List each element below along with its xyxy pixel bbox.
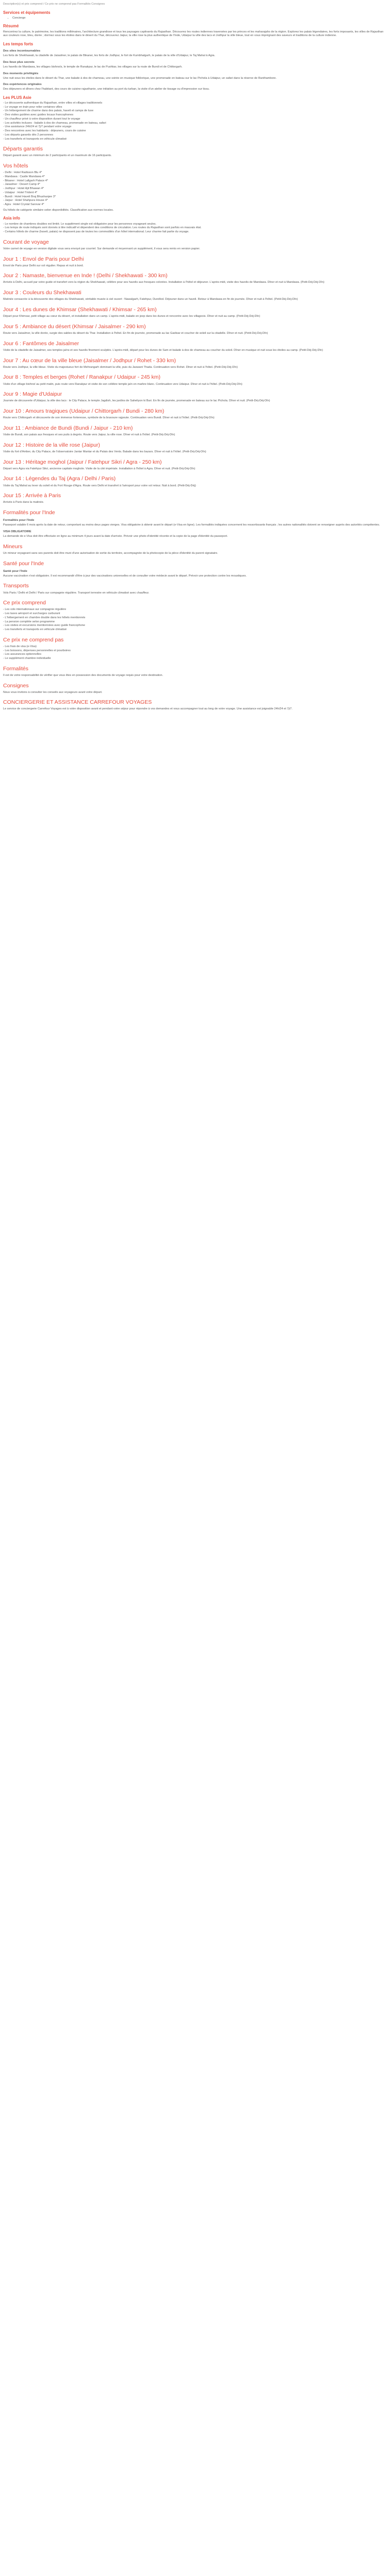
list-item: - Agra : Hotel Crystal Sarovar 4*	[3, 203, 388, 207]
list-item: - Le nombre de chambres doubles est limité. Le supplément single est obligatoire pour les personnes voyageant seules.	[3, 223, 388, 227]
sub-heading: Santé pour l'Inde	[3, 569, 27, 573]
day-title: Jour 9 : Magie d'Udaipur	[3, 391, 62, 398]
section-title: Transports	[3, 583, 29, 589]
transports-section	[3, 583, 388, 595]
section-title: CONCIERGERIE ET ASSISTANCE CARREFOUR VOYAGES	[3, 699, 152, 706]
paragraph: Départ garanti avec un minimum de 2 participants et un maximum de 16 participants.	[3, 154, 112, 158]
paragraph: Passeport valable 6 mois après la date de retour, comportant au moins deux pages vierges. Visa obligatoire à obtenir avant le départ (e-Visa en ligne). Les formalités indiquées concernent les ressortissants français ; les autres nationalités doivent se renseigner auprès des autorités compétentes.	[3, 523, 380, 527]
plus-list	[3, 101, 388, 141]
list-item: - Jaisalmer : Desert Camp 4*	[3, 183, 388, 187]
list-item: - Les vols internationaux sur compagnie régulière	[3, 608, 388, 612]
list-item: - Les transferts et transports en véhicule climatisé	[3, 138, 388, 142]
list-item: - Les boissons, dépenses personnelles et pourboires	[3, 649, 388, 653]
page	[0, 0, 391, 717]
prix-non-list	[3, 645, 388, 661]
list-item: - Les visites et excursions mentionnées avec guide francophone	[3, 624, 388, 628]
list-item: - Un hébergement de charme dans des palais, haveli et camps de luxe	[3, 109, 388, 113]
paragraph: Les havelis de Mandawa, les villages bishnoïs, le temple de Ranakpur, le lac de Pushkar, les villages sur la route de Bundi et de Chittorgarh.	[3, 65, 183, 69]
list-item: - Le découverte authentique du Rajasthan, entre villes et villages traditionnels	[3, 101, 388, 106]
day-title: Jour 1 : Envol de Paris pour Delhi	[3, 256, 84, 262]
list-item: - Le voyage en train pour relier certaines villes	[3, 106, 388, 110]
conciergerie-section	[3, 699, 388, 711]
section-title: Formalités	[3, 665, 29, 672]
day-text: Journée de découverte d'Udaipur, la ville des lacs : le City Palace, le temple Jagdish, les jardins de Saheliyon ki Bari. En fin de journée, promenade en bateau sur le lac Pichola. Dîner et nuit. (Petit-Déj-Déj-Dîn)	[3, 399, 270, 403]
section-title: Services et équipements	[3, 10, 51, 15]
day-title: Jour 12 : Histoire de la ville rose (Jaipur)	[3, 442, 100, 448]
list-item: - Les assurances optionnelles	[3, 653, 388, 657]
list-item: - Udaipur : Hotel Trident 4*	[3, 191, 388, 195]
day-title: Jour 5 : Ambiance du désert (Khimsar / Jaisalmer - 290 km)	[3, 323, 146, 330]
list-item: - Le supplément chambre individuelle	[3, 657, 388, 661]
mineurs-section	[3, 544, 388, 556]
paragraph: La demande de e-Visa doit être effectuée en ligne au minimum 4 jours avant la date d'arrivée. Prévoir une photo d'identité récente et la copie de la page d'identité du passeport.	[3, 534, 228, 538]
day-text: Départ pour Khimsar, petit village au cœur du désert, et installation dans un camp. L'après-midi, balade en jeep dans les dunes et rencontre avec les villageois. Dîner et nuit au camp. (Petit-Déj-Déj-Dîn)	[3, 315, 260, 318]
services-list	[3, 16, 388, 21]
paragraph: Une nuit sous les étoiles dans le désert du Thar, une balade à dos de chameau, une soirée en musique folklorique, une promenade en bateau sur le lac Pichola à Udaipur, un safari dans la réserve de Ranthambore.	[3, 76, 277, 80]
day-text: Route vers Jodhpur, la ville bleue. Visite du majestueux fort de Mehrangarh dominant la ville, puis du Jaswant Thada. Continuation vers Rohet. Dîner et nuit à l'hôtel. (Petit-Déj-Déj-Dîn)	[3, 365, 238, 369]
section-title: Consignes	[3, 682, 29, 689]
list-item: - Jodhpur : Hotel Ajit Bhawan 4*	[3, 187, 388, 191]
day-title: Jour 2 : Namaste, bienvenue en Inde ! (Delhi / Shekhawati - 300 km)	[3, 273, 168, 279]
section-title: Les temps forts	[3, 41, 34, 46]
day-text: Visite de Bundi, son palais aux fresques et ses puits à degrés. Route vers Jaipur, la ville rose. Dîner et nuit à l'hôtel. (Petit-Déj-Déj-Dîn)	[3, 433, 175, 437]
section-title: Ce prix comprend	[3, 600, 46, 606]
plus-section	[3, 95, 388, 141]
day-title: Jour 4 : Les dunes de Khimsar (Shekhawati / Khimsar - 265 km)	[3, 307, 157, 313]
list-item: - Les frais de visa (e-Visa)	[3, 645, 388, 649]
paragraph: Nous vous invitons à consulter les conseils aux voyageurs avant votre départ.	[3, 690, 103, 694]
sub-heading: VISA OBLIGATOIRE	[3, 530, 31, 533]
section-title: Mineurs	[3, 543, 23, 550]
programme-section	[3, 239, 388, 505]
day-title: Jour 11 : Ambiance de Bundi (Bundi / Jaipur - 210 km)	[3, 425, 133, 431]
paragraph: Un mineur voyageant sans ses parents doit être muni d'une autorisation de sortie du territoire, accompagnée de la photocopie de la pièce d'identité du parent signataire.	[3, 551, 218, 555]
day-title: Jour 3 : Couleurs du Shekhawati	[3, 290, 82, 296]
temps-forts-section	[3, 42, 388, 92]
sub-heading: Formalités pour l'Inde	[3, 519, 35, 522]
sub-heading: Des sites incontournables	[3, 49, 41, 53]
list-item: - Les temps de route indiqués sont donnés à titre indicatif et dépendent des conditions de circulation. Les routes du Rajasthan sont parfois en mauvais état.	[3, 226, 388, 230]
paragraph: Rencontrez la culture, le patrimoine, les traditions millénaires, l'architecture grandiose et tous les paysages captivants du Rajasthan. Découvrez les routes indiennes traversées par les princes et les maharajahs de la région. Explorez les palais légendaires, les forts imposants, les villes de Rajasthan aux couleurs rose, bleu, dorée ; dormez sous les étoiles dans le désert du Thar, découvrez Jaipur, la ville rose la plus authentique de l'Inde, Udaipur la ville des lacs et Jodhpur la ville bleue, tout en vous imprégnant des saveurs et traditions de la culture indienne.	[3, 30, 384, 38]
day-text: Envol de Paris pour Delhi sur vol régulier. Repas et nuit à bord.	[3, 264, 84, 267]
day-text: Départ vers Agra via Fatehpur Sikri, ancienne capitale moghole. Visite de la cité impériale. Installation à l'hôtel à Agra. Dîner et nuit. (Petit-Déj-Déj-Dîn)	[3, 467, 196, 470]
services-section	[3, 10, 388, 21]
prix-comprend-section	[3, 600, 388, 632]
hotels-list	[3, 171, 388, 207]
day-title: Jour 14 : Légendes du Taj (Agra / Delhi / Paris)	[3, 476, 116, 482]
list-item: - Bikaner : Hotel Lallgarh Palace 4*	[3, 179, 388, 183]
list-item: - Jaipur : Hotel Shahpura House 4*	[3, 199, 388, 203]
day-text: Visite du Taj Mahal au lever du soleil et du Fort Rouge d'Agra. Route vers Delhi et transfert à l'aéroport pour votre vol retour. Nuit à bord. (Petit-Déj-Déj)	[3, 484, 196, 487]
sub-heading: Des lieux plus secrets	[3, 60, 35, 64]
section-title: Résumé	[3, 24, 19, 29]
formalites-general-section	[3, 666, 388, 678]
section-title: Vos hôtels	[3, 163, 28, 170]
day-text: Visite du fort d'Amber, du City Palace, de l'observatoire Jantar Mantar et du Palais des Vents. Balade dans les bazars. Dîner et nuit à l'hôtel. (Petit-Déj-Déj-Dîn)	[3, 450, 206, 453]
day-text: Arrivée à Paris dans la matinée.	[3, 501, 44, 504]
sub-heading: Des moments privilégiés	[3, 72, 39, 75]
list-item: - Les taxes aéroport et surcharges carburant	[3, 612, 388, 616]
day-title: Jour 6 : Fantômes de Jaisalmer	[3, 340, 79, 347]
list-item: - Des rencontres avec les habitants : déjeuners, cours de cuisine	[3, 129, 388, 133]
section-title: Santé pour l'Inde	[3, 560, 44, 567]
list-item: • Concierge	[12, 16, 388, 21]
list-item: - Des visites guidées avec guides locaux francophones	[3, 113, 388, 117]
list-item: - Certains hôtels de charme (haveli, palais) ne disposent pas de toutes les commodités d'un hôtel international. Leur charme fait partie du voyage.	[3, 230, 388, 234]
day-title: Jour 8 : Temples et berges (Rohet / Ranakpur / Udaipur - 245 km)	[3, 374, 161, 381]
section-title: Départs garantis	[3, 146, 43, 152]
list-item: - La pension complète selon programme	[3, 620, 388, 624]
paragraph: Le service de conciergerie Carrefour Voyages est à votre disposition avant et pendant votre séjour pour répondre à vos demandes et vous accompagner tout au long de votre voyage. Une assistance est joignable 24h/24 et 7j/7.	[3, 707, 292, 711]
list-item: - Les activités incluses : balade à dos de chameau, promenade en bateau, safari	[3, 122, 388, 126]
paragraph: Les forts de Shekhawati, la citadelle de Jaisalmer, le palais de Bikaner, les forts de Jodhpur, le fort de Kumbhalgarh, le palais de la ville d'Udaipur, le Taj Mahal à Agra.	[3, 54, 216, 58]
paragraph: Des déjeuners et dîners chez l'habitant, des cours de cuisine rajasthanie, une initiation au port du turban, la visite d'un atelier de tissage ou d'impression sur tissu.	[3, 88, 210, 91]
list-item: - Bundi : Hotel Haveli Braj Bhushanjee 3*	[3, 195, 388, 199]
asia-info-list	[3, 223, 388, 234]
hotels-section	[3, 163, 388, 212]
day-title: Jour 15 : Arrivée à Paris	[3, 493, 61, 499]
formalites-section	[3, 510, 388, 539]
departs-section	[3, 146, 388, 158]
section-title: Les PLUS Asie	[3, 95, 31, 100]
list-item: - L'hébergement en chambre double dans les hôtels mentionnés	[3, 616, 388, 620]
day-text: Visite de la citadelle de Jaisalmer, ses temples jaïns et ses havelis finement sculptés. L'après-midi, départ pour les dunes de Sam et balade à dos de chameau au coucher du soleil. Dîner en musique et nuit sous les étoiles au camp. (Petit-Déj-Déj-Dîn)	[3, 348, 323, 352]
sante-section	[3, 561, 388, 579]
paragraph: Il est de votre responsabilité de vérifier que vous êtes en possession des documents de voyage requis pour votre destination.	[3, 673, 164, 677]
section-title: Courant de voyage	[3, 239, 49, 245]
section-title: Formalités pour l'Inde	[3, 510, 55, 516]
list-item: - Un chauffeur privé à votre disposition durant tout le voyage	[3, 117, 388, 122]
paragraph: Ou hôtels de catégorie similaire selon disponibilités. Classification aux normes locales.	[3, 208, 114, 212]
section-title: Ce prix ne comprend pas	[3, 636, 64, 643]
consignes-section	[3, 683, 388, 695]
day-text: Route vers Chittorgarh et découverte de son immense forteresse, symbole de la bravoure rajpoute. Continuation vers Bundi. Dîner et nuit à l'hôtel. (Petit-Déj-Déj-Dîn)	[3, 416, 215, 420]
list-item: - Mandawa : Castle Mandawa 4*	[3, 175, 388, 179]
list-item: - Une assistance 24h/24 et 7j/7 pendant votre voyage	[3, 125, 388, 129]
asia-info-section	[3, 216, 388, 234]
paragraph: Aucune vaccination n'est obligatoire. Il est recommandé d'être à jour des vaccinations universelles et de consulter votre médecin avant le départ. Prévoir une protection contre les moustiques.	[3, 574, 247, 578]
prix-non-comprend-section	[3, 637, 388, 661]
sub-heading: Des expériences originales	[3, 83, 42, 87]
paragraph: Vols Paris / Delhi et Delhi / Paris sur compagnie régulière. Transport terrestre en véhicule climatisé avec chauffeur.	[3, 591, 150, 595]
paragraph: Votre carnet de voyage en version digitale vous sera envoyé par courriel. Sur demande et moyennant un supplément, il vous sera remis en version papier.	[3, 247, 200, 250]
day-text: Route vers Jaisalmer, la ville dorée, surgie des sables du désert du Thar. Installation à l'hôtel. En fin de journée, promenade au lac Gadisar et coucher de soleil sur la citadelle. Dîner et nuit. (Petit-Déj-Déj-Dîn)	[3, 332, 268, 335]
section-title: Asia info	[3, 216, 20, 221]
day-text: Arrivée à Delhi, accueil par votre guide et transfert vers la région du Shekhawati, célèbre pour ses havelis aux fresques colorées. Installation à l'hôtel et déjeuner. L'après-midi, visite des havelis de Mandawa. Dîner et nuit à Mandawa. (Petit-Déj-Déj-Dîn)	[3, 281, 324, 284]
list-item: - Delhi : Hotel Radisson Blu 4*	[3, 171, 388, 175]
day-text: Visite d'un village bishnoï au petit matin, puis route vers Ranakpur et visite de son célèbre temple jaïn en marbre blanc. Continuation vers Udaipur. Dîner et nuit à l'hôtel. (Petit-Déj-Déj-Dîn)	[3, 382, 242, 386]
day-text: Matinée consacrée à la découverte des villages du Shekhawati, véritable musée à ciel ouvert : Nawalgarh, Fatehpur, Dundlod. Déjeuner dans un haveli. Retour à Mandawa en fin de journée. Dîner et nuit à l'hôtel. (Petit-Déj-Déj-Dîn)	[3, 298, 298, 301]
list-item: - Les transferts et transports en véhicule climatisé	[3, 628, 388, 632]
resume-section	[3, 24, 388, 38]
intro-text: Description(s) et prix comprend / Ce prix ne comprend pas Formalités Consignes	[3, 3, 105, 6]
day-title: Jour 7 : Au cœur de la ville bleue (Jaisalmer / Jodhpur / Rohet - 330 km)	[3, 357, 176, 364]
day-title: Jour 10 : Amours tragiques (Udaipur / Chittorgarh / Bundi - 280 km)	[3, 408, 165, 415]
list-item: - Les départs garantis dès 2 personnes	[3, 133, 388, 138]
day-title: Jour 13 : Héritage moghol (Jaipur / Fatehpur Sikri / Agra - 250 km)	[3, 459, 162, 465]
prix-comprend-list	[3, 608, 388, 632]
